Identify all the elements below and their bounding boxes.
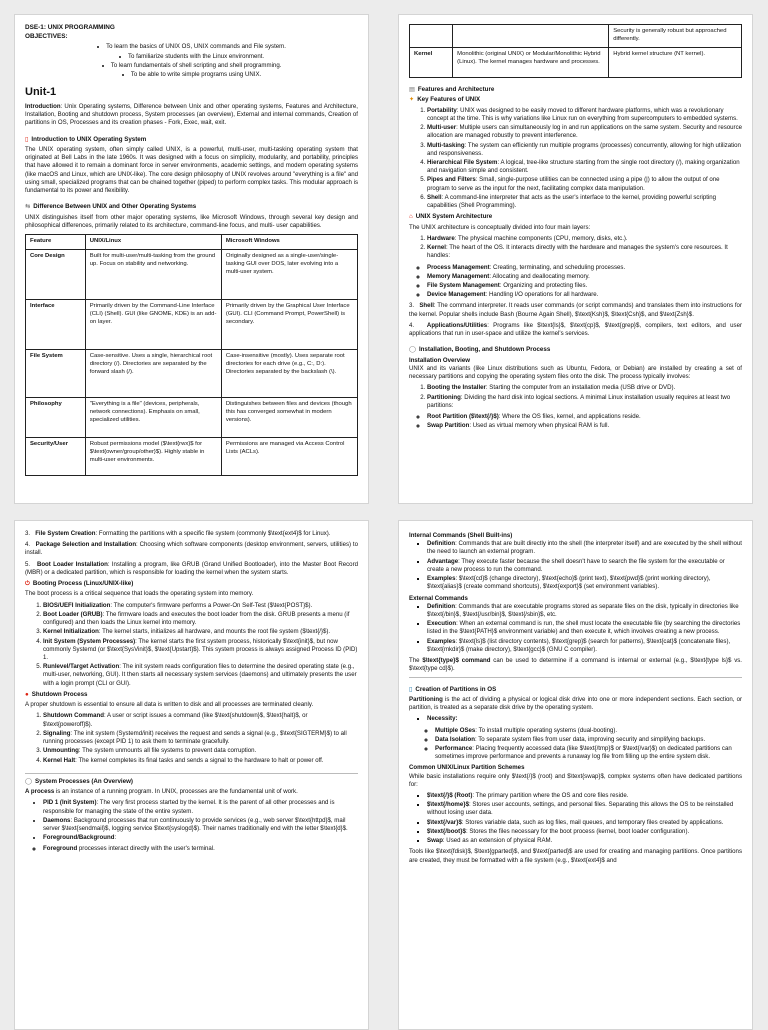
section-heading-processes: ◯ System Processes (An Overview) [25,773,358,786]
list-item: 1. Shutdown Command: A user or script issues a command (like $\text{shutdown}$, $\text{halt}$, or $\text{poweroff}$). [43,712,358,728]
subheading-key-features: ✦ Key Features of UNIX [409,96,481,104]
list-item: ◦ Data Isolation: To separate system files from user data, improving security and simplifying backups. [435,736,742,744]
table-header: Feature [26,235,86,250]
objectives-label: OBJECTIVES: [25,32,68,40]
booting-list [25,602,358,688]
list-item: ◦ Memory Management: Allocating and deallocating memory. [427,273,742,281]
table-header-row [26,235,358,250]
disc-icon: ◯ [25,777,32,785]
section-heading-booting: ⏻ Booting Process (Linux/UNIX-like) [25,580,134,588]
table-cell: File System [26,350,86,398]
list-item: ▪ Definition: Commands that are built directly into the shell (the interpreter itself) and are executed by the shell without the need to launch an external program. [427,540,742,556]
list-item: ▪ Necessity: [427,715,742,723]
list-item: 4. Kernel Halt: The kernel completes its final tasks and sends a signal to the hardware to halt or power off. [43,757,358,765]
intro-paragraph: Introduction: Unix Operating systems, Difference between Unix and other operating systems, Features and Architecture, Installation, Booting and shutdown process, System processes (an overview), External and internal commands, Creation of partitions in OS, Processes and its creation phases - Fork, Exec, wait, exit. [25,103,358,127]
comparison-table-continued [409,24,742,78]
table-row [26,398,358,438]
list-item: ▪ Advantage: They execute faster because the shell doesn't have to search the file system for the executable or create a new process to run the command. [427,558,742,574]
table-cell: Philosophy [26,398,86,438]
features-list [409,107,742,211]
table-cell: Robust permissions model ($\text{rwx}$ for $\text{owner/group/other}$). Highly stable in multi-user environments. [85,438,221,476]
list-item: ▪ Definition: Commands that are executable programs stored as separate files on the disk, typically in directories like $\text{/bin}$, $\text{/usr/bin}$, $\text{/sbin}$, etc. [427,603,742,619]
disk-icon: ▯ [409,685,413,693]
list-item: ▪ Execution: When an external command is run, the shell must locate the executable file (by searching the directories listed in the $\text{PATH}$ environment variable) and then execute it, which involves creating a new process. [427,620,742,636]
shutdown-intro: A proper shutdown is essential to ensure all data is written to disk and all processes are terminated cleanly. [25,701,314,709]
list-item: 5. Runlevel/Target Activation: The init system reads configuration files to determine the desired operating state (e.g., multi-user, networking, GUI). It then starts all necessary system services (daemons) and ultimately presents the user with a login prompt (CLI or GUI). [43,663,358,688]
table-cell: Security/User [26,438,86,476]
table-cell [410,25,453,48]
partition-paragraph: Partitioning is the act of dividing a physical or logical disk drive into one or more independent sections. Each section, or partition, is treated as a separate disk drive by the operating system. [409,695,742,712]
unit-title: Unit-1 [25,86,57,99]
document-page-2 [398,14,753,504]
table-cell: Core Design [26,250,86,300]
section-heading-features: ▤ Features and Architecture [409,85,495,93]
schemes-intro: While basic installations require only $\text{/}$ (root) and $\text{swap}$, complex systems often have dedicated partitions for: [409,772,742,788]
section-heading-difference: ⇆ Difference Between UNIX and Other Operating Systems [25,203,197,211]
list-item: ◦ Multiple OSes: To install multiple operating systems (dual-booting). [435,727,742,735]
list-item: 4. Hierarchical File System: A logical, tree-like structure starting from the single root directory (/), making organization and navigation simple and consistent. [427,159,742,175]
table-cell: Primarily driven by the Command-Line Interface (CLI) (Shell). GUI (like GNOME, KDE) is an add-on layer. [85,300,221,350]
list-item: 1. Hardware: The physical machine components (CPU, memory, disks, etc.). [427,235,742,243]
type-command-note: The $\text{type}$ command can be used to determine if a command is internal or external (e.g., $\text{type ls}$ vs. $\text{type cd}$). [409,657,742,677]
section-heading-installation: ◯ Installation, Booting, and Shutdown Process [409,346,551,354]
document-page-1 [14,14,369,504]
subheading-schemes: Common UNIX/Linux Partition Schemes [409,764,525,772]
table-row [410,25,742,48]
red-dot-icon: ● [25,690,29,698]
difference-paragraph: UNIX distinguishes itself from other major operating systems, like Microsoft Windows, through several key design and philosophical differences, primarily related to its architecture, command-line focus, and multi- user capabilities. [25,213,358,229]
table-cell: Permissions are managed via Access Control Lists (ACLs). [221,438,357,476]
list-item: 6. Shell: A command-line interpreter that acts as the user's interface to the kernel, providing powerful scripting capabilities (Shell Programming). [427,194,742,210]
table-cell: Hybrid kernel structure (NT kernel). [609,47,742,77]
tools-paragraph: Tools like $\text{fdisk}$, $\text{gparted}$, and $\text{parted}$ are used for creating and managing partitions. Once partitions are created, they must be formatted with a file system (e.g., $\text{ext4}$ and [409,848,742,864]
comparison-table [25,234,358,476]
section-heading-shutdown: ● Shutdown Process [25,690,88,698]
list-item: ◦ File System Management: Organizing and protecting files. [427,282,742,290]
section-heading-partitions: ▯ Creation of Partitions in OS [409,685,497,693]
installation-list [409,384,742,410]
list-item: ◦ Swap Partition: Used as virtual memory when physical RAM is full. [427,422,742,430]
install-step-5: 5. Boot Loader Installation: Installing a program, like GRUB (Grand Unified Bootloader), into the Master Boot Record (MBR) or a dedicated partition, which is responsible for loading the kernel when the system starts. [25,560,358,576]
architecture-apps: 4. Applications/Utilities: Programs like $\text{ls}$, $\text{cp}$, $\text{grep}$, compilers, text editors, and user applications that run in user-space and utilize the kernel's services. [409,321,742,338]
list-item: 3. Multi-tasking: The system can efficiently run multiple programs (processes) concurrently, allowing for high utilization and responsiveness. [427,142,742,158]
list-item: ▪ $\text{/}$ (Root): The primary partition where the OS and core files reside. [427,792,742,800]
table-cell: Kernel [410,47,453,77]
building-icon: ⌂ [409,213,413,221]
list-item: ▪ Swap: Used as an extension of physical RAM. [427,837,742,845]
install-step-3: 3. File System Creation: Formatting the partitions with a specific file system (commonly $\text{ext4}$ for Linux). [25,530,331,537]
objective-item: • To be able to write simple programs using UNIX. [25,71,358,79]
kernel-tasks-list [409,264,742,300]
objectives-list [25,43,358,79]
list-item: ◦ Foreground processes interact directly with the user's terminal. [43,845,358,853]
shutdown-list [25,712,358,764]
disc-icon: ◯ [409,346,416,354]
subheading-installation: Installation Overview [409,356,470,364]
list-item: ◦ Root Partition ($\text{/}$): Where the OS files, kernel, and applications reside. [427,413,742,421]
list-item: 2. Multi-user: Multiple users can simultaneously log in and run applications on the same system. Security and resource allocation are managed robustly to prevent interference. [427,124,742,140]
list-item: 1. BIOS/UEFI Initialization: The computer's firmware performs a Power-On Self-Test ($\text{POST}$). [43,602,358,610]
table-cell: Distinguishes between files and devices (though this has converged somewhat in modern versions). [221,398,357,438]
subheading-internal: Internal Commands (Shell Built-ins) [409,532,513,539]
document-page-3 [14,520,369,1030]
list-item: ◦ Performance: Placing frequently accessed data (like $\text{/tmp}$ or $\text{/var}$) on dedicated partitions can sometimes improve performance and prevents a runaway log file from filling up the entire system disk. [435,745,742,761]
table-cell: Monolithic (original UNIX) or Modular/Monolithic Hybrid (Linux). The kernel manages hardware and processes. [453,47,609,77]
schemes-list [409,792,742,845]
needs-list [409,727,742,762]
list-item: 1. Portability: UNIX was designed to be easily moved to different hardware platforms, which was a revolutionary concept at the time. This is why variations like Linux run on everything from supercomputers to embedded systems. [427,107,742,123]
table-row [26,438,358,476]
list-item: 3. Kernel Initialization: The kernel starts, initializes all hardware, and mounts the root file system ($\text{/}$). [43,628,358,636]
list-item: ◦ Device Management: Handling I/O operations for all hardware. [427,291,742,299]
compare-icon: ⇆ [25,203,31,211]
booting-intro: The boot process is a critical sequence that loads the operating system into memory. [25,590,254,598]
bookmark-icon: ▯ [25,135,29,143]
table-cell: Originally designed as a single-user/single-tasking GUI over DOS, later evolving into a multi-user system. [221,250,357,300]
list-item: 2. Signaling: The init system (Systemd/init) receives the request and sends a signal (e.g., $\text{SIGTERM}$) to all running processes (except PID 1) to ask them to terminate gracefully. [43,730,358,746]
table-cell: Primarily driven by the Graphical User Interface (GUI). CLI (Command Prompt, PowerShell) is secondary. [221,300,357,350]
power-icon: ⏻ [25,580,30,588]
table-cell [453,25,609,48]
architecture-intro: The UNIX architecture is conceptually divided into four main layers: [409,223,591,231]
table-row [26,350,358,398]
objective-item: • To familiarize students with the Linux environment. [25,53,358,61]
list-item: 4. Init System (System Processes): The kernel starts the first system process, historically $\text{init}$, but now commonly Systemd (or $\text{SysVinit}$, $\text{Upstart}$). This system process is always assigned Process ID (PID) 1. [43,638,358,663]
section-heading-architecture: ⌂ UNIX System Architecture [409,213,493,221]
install-step-4: 4. Package Selection and Installation: Choosing which software components (desktop environment, servers, utilities) to install. [25,541,358,557]
process-sublist [25,845,358,853]
list-item: 2. Boot Loader (GRUB): The firmware loads and executes the boot loader from the disk. GRUB presents a menu (if configured) and then loads the Linux kernel into memory. [43,611,358,627]
document-icon: ▤ [409,85,415,93]
list-item: 1. Booting the Installer: Starting the computer from an installation media (USB drive or DVD). [427,384,742,392]
external-list [409,603,742,654]
list-item: ▪ Examples: $\text{cd}$ (change directory), $\text{echo}$ (print text), $\text{pwd}$ (print working directory), $\text{alias}$ (create command shortcuts), $\text{export}$ (set environment variables). [427,575,742,591]
list-item: 3. Unmounting: The system unmounts all file systems to prevent data corruption. [43,747,358,755]
section-heading-intro: ▯ Introduction to UNIX Operating System [25,135,147,143]
list-item: ▪ Examples: $\text{ls}$ (list directory contents), $\text{grep}$ (search for patterns), $\text{cat}$ (concatenate files), $\text{mkdir}$ (make directory), $\text{gcc}$ (GNU C compiler). [427,638,742,654]
course-title: DSE-1: UNIX PROGRAMMING [25,24,115,31]
necessity-list [409,715,742,723]
partition-list [409,413,742,430]
process-intro: A process is an instance of a running program. In UNIX, processes are the fundamental unit of work. [25,788,298,796]
star-icon: ✦ [409,96,415,104]
architecture-list [409,235,742,261]
table-row [410,47,742,77]
table-cell: Built for multi-user/multi-tasking from the ground up. Focus on stability and networking. [85,250,221,300]
list-item: ▪ $\text{/boot}$: Stores the files necessary for the boot process (kernel, boot loader configuration). [427,828,742,836]
list-item: • Daemons: Background processes that run continuously to provide services (e.g., web server $\text{httpd}$, mail server $\text{sendmail}$, logging service $\text{syslogd}$). Their names traditionally end with the letter $\text{d}$. [43,817,358,833]
list-item: ▪ $\text{/home}$: Stores user accounts, settings, and personal files. Separating this allows the OS to be reinstalled without losing user data. [427,801,742,817]
table-cell: Interface [26,300,86,350]
architecture-shell: 3. Shell: The command interpreter. It reads user commands (or script commands) and translates them into instructions for the kernel. Popular shells include Bash (Bourne Again Shell), $\text{Ksh}$, $\text{Csh}$, and $\text{Zsh}$. [409,302,742,318]
objective-item: • To learn fundamentals of shell scripting and shell programming. [25,62,358,70]
subheading-external: External Commands [409,594,468,602]
installation-paragraph: UNIX and its variants (like Linux distributions such as Ubuntu, Fedora, or Debian) are installed by creating a set of necessary partitions and copying the operating system files onto the disk. The process typically involves: [409,364,742,381]
table-cell: "Everything is a file" (devices, peripherals, network connections). Emphasis on small, specialized utilities. [85,398,221,438]
table-header: Microsoft Windows [221,235,357,250]
table-row [26,250,358,300]
list-item: • PID 1 (Init System): The very first process started by the kernel. It is the parent of all other processes and is responsible for managing the state of the entire system. [43,799,358,815]
table-cell: Security is generally robust but approached differently. [609,25,742,48]
table-cell: Case-sensitive. Uses a single, hierarchical root directory (/). Directories are separated by the forward slash (/). [85,350,221,398]
process-list [25,799,358,842]
list-item: 5. Pipes and Filters: Small, single-purpose utilities can be connected using a pipe (|) to allow the output of one program to serve as the input for the next, facilitating complex data manipulation. [427,176,742,192]
internal-list [409,540,742,591]
list-item: 2. Partitioning: Dividing the hard disk into logical sections. A minimal Linux installation usually requires at least two partitions: [427,394,742,410]
table-header: UNIX/Linux [85,235,221,250]
table-cell: Case-insensitive (mostly). Uses separate root directories for each drive (e.g., C:, D:). Directories separated by the backslash (\). [221,350,357,398]
list-item: 2. Kernel: The heart of the OS. It interacts directly with the hardware and manages the system's core resources. It handles: [427,244,742,260]
table-row [26,300,358,350]
list-item: • Foreground/Background: [43,834,358,842]
document-page-4 [398,520,753,1030]
list-item: ▪ $\text{/var}$: Stores variable data, such as log files, mail queues, and temporary files created by applications. [427,819,742,827]
list-item: ◦ Process Management: Creating, terminating, and scheduling processes. [427,264,742,272]
intro-unix-paragraph: The UNIX operating system, often simply called UNIX, is a powerful, multi-user, multi-tasking operating system that originated at Bell Labs in the late 1960s. It was designed with a focus on simplicity, modularity, and portability, principles that have allowed it to remain a dominant force in server environments, academic settings, and modern operating systems (like macOS and Linux, which are UNIX-like). The core design philosophy of UNIX revolves around "everything is a file" and using small, specialized programs that can be chained together (piped) to perform complex tasks. This modular approach is fundamental to its power and flexibility. [25,146,358,195]
objective-item: • To learn the basics of UNIX OS, UNIX commands and File system. [25,43,358,51]
